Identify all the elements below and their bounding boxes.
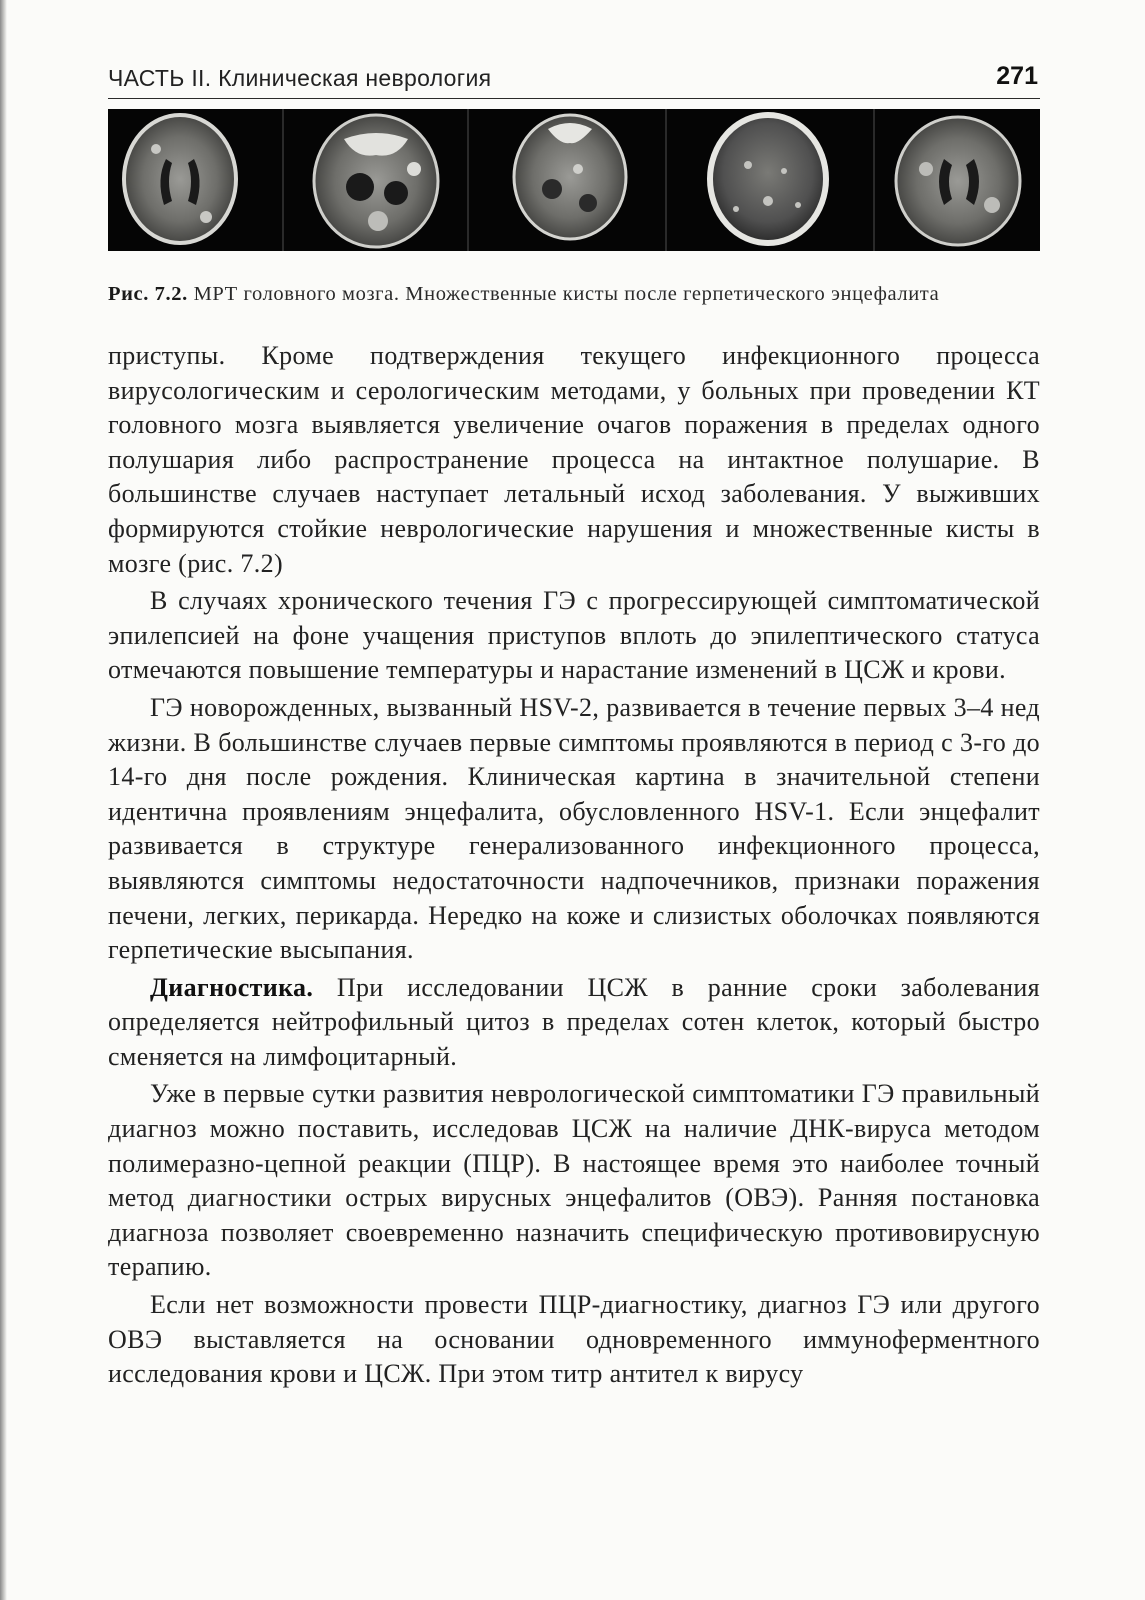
paragraph-diagnostics	[108, 971, 1040, 1075]
paragraph: В случаях хронического течения ГЭ с прогрессирующей симптоматической эпилепсией на фоне учащения приступов вплоть до эпилептического статуса отмечаются повышение температуры и нарастание изменений в ЦСЖ и крови.	[108, 586, 1040, 685]
mri-scan-1	[124, 115, 236, 243]
figure-caption-text: МРТ головного мозга. Множественные кисты после герпетического энцефалита	[193, 283, 940, 305]
mri-scan-3	[514, 115, 626, 239]
figure-caption	[108, 281, 1040, 308]
scan-binding-edge	[0, 0, 7, 1600]
body-text	[108, 339, 1040, 1392]
figure-caption-label: Рис. 7.2.	[108, 283, 188, 305]
mri-scan-4	[710, 115, 826, 243]
paragraph: ГЭ новорожденных, вызванный HSV-2, развивается в течение первых 3–4 нед жизни. В большинстве случаев первые симптомы проявляются в период с 3-го до 14-го дня после рождения. Клиническая картина в значительной степени идентична проявлениям энцефалита, обусловленного HSV-1. Если энцефалит развивается в структуре генерализованного инфекционного процесса, выявляются симптомы недостаточности надпочечников, признаки поражения печени, легких, перикарда. Нередко на коже и слизистых оболочках появляются герпетические высыпания.	[108, 692, 1040, 965]
mri-scans-image	[108, 109, 1040, 251]
mri-scan-2	[314, 115, 438, 247]
diagnostics-text: При исследовании ЦСЖ в ранние сроки заболевания определяется нейтрофильный цитоз в пределах сотен клеток, который быстро сменяется на лимфоцитарный.	[108, 972, 1040, 1071]
paragraph-continued: приступы. Кроме подтверждения текущего инфекционного процесса вирусологическим и серологическим методами, у больных при проведении КТ головного мозга выявляется увеличение очагов поражения в пределах одного полушария либо распространение процесса на интактное полушарие. В большинстве случаев наступает летальный исход заболевания. У выживших формируются стойкие неврологические нарушения и множественные кисты в мозге (рис. 7.2)	[108, 341, 1040, 578]
page-number: 271	[996, 62, 1038, 90]
paragraph: Уже в первые сутки развития неврологической симптоматики ГЭ правильный диагноз можно поставить, исследовав ЦСЖ на наличие ДНК-вируса методом полимеразно-цепной реакции (ПЦР). В настоящее время это наиболее точный метод диагностики острых вирусных энцефалитов (ОВЭ). Ранняя постановка диагноза позволяет своевременно назначить специфическую противовирусную терапию.	[108, 1079, 1040, 1282]
running-head	[108, 60, 1040, 99]
paragraph: Если нет возможности провести ПЦР-диагностику, диагноз ГЭ или другого ОВЭ выставляется на основании одновременного иммуноферментного исследования крови и ЦСЖ. При этом титр антител к вирусу	[108, 1290, 1040, 1389]
running-head-title: ЧАСТЬ II. Клиническая неврология	[108, 65, 492, 91]
book-page	[108, 60, 1040, 1392]
mri-figure	[108, 109, 1040, 251]
diagnostics-heading: Диагностика.	[150, 972, 314, 1002]
mri-scan-5	[896, 117, 1020, 245]
